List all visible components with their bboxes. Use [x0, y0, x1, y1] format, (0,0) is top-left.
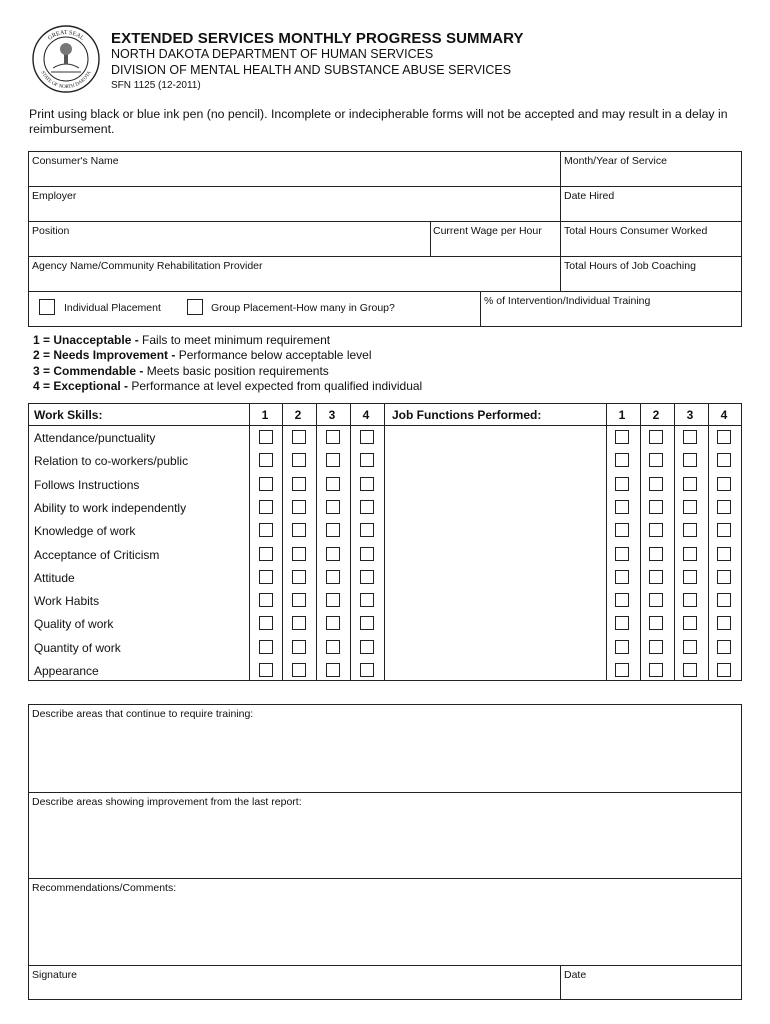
- job-function-rating-checkbox-3[interactable]: [683, 547, 697, 561]
- job-function-rating-checkbox-3[interactable]: [683, 477, 697, 491]
- skill-rating-checkbox-1[interactable]: [259, 593, 273, 607]
- job-function-field[interactable]: [388, 475, 602, 495]
- job-function-rating-checkbox-4[interactable]: [717, 523, 731, 537]
- job-function-rating-checkbox-2[interactable]: [649, 593, 663, 607]
- skill-rating-checkbox-3[interactable]: [326, 547, 340, 561]
- skill-rating-checkbox-2[interactable]: [292, 547, 306, 561]
- rating-column-header-right-4: 4: [720, 408, 728, 422]
- job-function-rating-checkbox-1[interactable]: [615, 430, 629, 444]
- job-function-field[interactable]: [388, 451, 602, 471]
- work-skill-label: Quality of work: [34, 617, 114, 632]
- skill-rating-checkbox-4[interactable]: [360, 663, 374, 677]
- svg-text:STATE OF NORTH DAKOTA: STATE OF NORTH DAKOTA: [39, 70, 93, 91]
- rating-column-header-right-1: 1: [618, 408, 626, 422]
- job-function-rating-checkbox-4[interactable]: [717, 640, 731, 654]
- job-function-rating-checkbox-1[interactable]: [615, 616, 629, 630]
- job-function-rating-checkbox-2[interactable]: [649, 570, 663, 584]
- rating-column-header-left-2: 2: [294, 408, 302, 422]
- skill-rating-checkbox-4[interactable]: [360, 593, 374, 607]
- instructions-text: Print using black or blue ink pen (no pencil). Incomplete or indecipherable forms will not be accepted and may result in a delay in reimbursement.: [29, 107, 728, 136]
- job-function-rating-checkbox-4[interactable]: [717, 500, 731, 514]
- job-function-rating-checkbox-1[interactable]: [615, 640, 629, 654]
- skill-rating-checkbox-4[interactable]: [360, 570, 374, 584]
- job-functions-header: Job Functions Performed:: [392, 408, 542, 422]
- job-function-rating-checkbox-1[interactable]: [615, 547, 629, 561]
- job-function-rating-checkbox-4[interactable]: [717, 616, 731, 630]
- skill-rating-checkbox-1[interactable]: [259, 547, 273, 561]
- job-function-rating-checkbox-3[interactable]: [683, 523, 697, 537]
- rating-column-header-left-1: 1: [261, 408, 269, 422]
- job-function-rating-checkbox-3[interactable]: [683, 430, 697, 444]
- date-field[interactable]: Date: [564, 969, 587, 981]
- work-skill-label: Attitude: [34, 570, 75, 585]
- skill-rating-checkbox-2[interactable]: [292, 593, 306, 607]
- job-function-field[interactable]: [388, 568, 602, 588]
- work-skill-label: Follows Instructions: [34, 477, 140, 492]
- group-placement-checkbox[interactable]: [187, 299, 203, 315]
- work-skill-label: Acceptance of Criticism: [34, 547, 160, 562]
- job-function-rating-checkbox-3[interactable]: [683, 640, 697, 654]
- job-function-rating-checkbox-1[interactable]: [615, 453, 629, 467]
- skill-rating-checkbox-3[interactable]: [326, 453, 340, 467]
- training-needs-field[interactable]: Describe areas that continue to require training:: [32, 708, 254, 720]
- skill-rating-checkbox-4[interactable]: [360, 640, 374, 654]
- individual-placement-label: Individual Placement: [64, 302, 161, 314]
- rating-legend: [33, 333, 422, 394]
- skill-rating-checkbox-3[interactable]: [326, 570, 340, 584]
- skill-rating-checkbox-1[interactable]: [259, 570, 273, 584]
- job-function-rating-checkbox-2[interactable]: [649, 430, 663, 444]
- skill-rating-checkbox-3[interactable]: [326, 593, 340, 607]
- job-function-rating-checkbox-4[interactable]: [717, 570, 731, 584]
- rating-column-header-left-4: 4: [362, 408, 370, 422]
- total-hours-coaching-field[interactable]: Total Hours of Job Coaching: [564, 260, 696, 272]
- job-function-rating-checkbox-3[interactable]: [683, 663, 697, 677]
- legend-item-3: 3 = Commendable - Meets basic position requirements: [33, 363, 329, 378]
- consumer-name-field[interactable]: Consumer's Name: [32, 155, 119, 167]
- rating-column-header-left-3: 3: [328, 408, 336, 422]
- individual-placement-checkbox[interactable]: [39, 299, 55, 315]
- job-function-rating-checkbox-3[interactable]: [683, 453, 697, 467]
- skill-rating-checkbox-3[interactable]: [326, 477, 340, 491]
- job-function-rating-checkbox-2[interactable]: [649, 640, 663, 654]
- job-function-rating-checkbox-4[interactable]: [717, 663, 731, 677]
- job-function-field[interactable]: [388, 428, 602, 448]
- job-function-rating-checkbox-1[interactable]: [615, 523, 629, 537]
- work-skill-label: Appearance: [34, 664, 99, 678]
- job-function-rating-checkbox-2[interactable]: [649, 547, 663, 561]
- work-skill-label: Quantity of work: [34, 640, 121, 655]
- job-function-rating-checkbox-1[interactable]: [615, 477, 629, 491]
- job-function-field[interactable]: [388, 638, 602, 658]
- skill-rating-checkbox-1[interactable]: [259, 523, 273, 537]
- job-function-rating-checkbox-4[interactable]: [717, 430, 731, 444]
- legend-item-1: 1 = Unacceptable - Fails to meet minimum requirement: [33, 333, 331, 347]
- rating-column-header-right-2: 2: [652, 408, 660, 422]
- job-function-rating-checkbox-2[interactable]: [649, 477, 663, 491]
- job-function-rating-checkbox-4[interactable]: [717, 593, 731, 607]
- skill-rating-checkbox-1[interactable]: [259, 640, 273, 654]
- skill-rating-checkbox-3[interactable]: [326, 640, 340, 654]
- skill-rating-checkbox-1[interactable]: [259, 477, 273, 491]
- month-year-field[interactable]: Month/Year of Service: [564, 155, 667, 167]
- svg-text:GREAT SEAL: GREAT SEAL: [47, 29, 85, 42]
- job-function-field[interactable]: [388, 498, 602, 518]
- skill-rating-checkbox-4[interactable]: [360, 547, 374, 561]
- skill-rating-checkbox-3[interactable]: [326, 616, 340, 630]
- legend-item-2: 2 = Needs Improvement - Performance below acceptable level: [33, 348, 372, 363]
- job-function-rating-checkbox-2[interactable]: [649, 500, 663, 514]
- skill-rating-checkbox-2[interactable]: [292, 430, 306, 444]
- improvement-field[interactable]: Describe areas showing improvement from the last report:: [32, 796, 302, 808]
- skill-rating-checkbox-3[interactable]: [326, 430, 340, 444]
- skill-rating-checkbox-4[interactable]: [360, 500, 374, 514]
- job-function-rating-checkbox-4[interactable]: [717, 547, 731, 561]
- job-function-rating-checkbox-2[interactable]: [649, 616, 663, 630]
- employer-field[interactable]: Employer: [32, 190, 77, 202]
- work-skill-label: Knowledge of work: [34, 524, 136, 539]
- job-function-rating-checkbox-1[interactable]: [615, 500, 629, 514]
- form-title: EXTENDED SERVICES MONTHLY PROGRESS SUMMARY: [111, 30, 524, 47]
- work-skills-header: Work Skills:: [34, 408, 103, 422]
- date-hired-field[interactable]: Date Hired: [564, 190, 615, 202]
- job-function-field[interactable]: [388, 661, 602, 681]
- group-placement-field[interactable]: Group Placement-How many in Group?: [211, 302, 395, 314]
- skill-rating-checkbox-2[interactable]: [292, 616, 306, 630]
- skill-rating-checkbox-4[interactable]: [360, 453, 374, 467]
- skill-rating-checkbox-3[interactable]: [326, 523, 340, 537]
- skill-rating-checkbox-2[interactable]: [292, 570, 306, 584]
- skill-rating-checkbox-4[interactable]: [360, 616, 374, 630]
- work-skill-label: Ability to work independently: [34, 500, 187, 515]
- skill-rating-checkbox-1[interactable]: [259, 500, 273, 514]
- job-function-field[interactable]: [388, 521, 602, 541]
- job-function-field[interactable]: [388, 614, 602, 634]
- skill-rating-checkbox-1[interactable]: [259, 430, 273, 444]
- work-skill-label: Relation to co-workers/public: [34, 454, 189, 469]
- skill-rating-checkbox-2[interactable]: [292, 640, 306, 654]
- work-skill-label: Attendance/punctuality: [34, 431, 156, 445]
- job-function-rating-checkbox-2[interactable]: [649, 523, 663, 537]
- skill-rating-checkbox-2[interactable]: [292, 453, 306, 467]
- rating-column-header-right-3: 3: [686, 408, 694, 422]
- form-number: SFN 1125 (12-2011): [111, 80, 201, 91]
- signature-field[interactable]: Signature: [32, 969, 77, 981]
- skill-rating-checkbox-2[interactable]: [292, 500, 306, 514]
- job-function-rating-checkbox-3[interactable]: [683, 570, 697, 584]
- skill-rating-checkbox-1[interactable]: [259, 663, 273, 677]
- position-field[interactable]: Position: [32, 225, 70, 237]
- current-wage-field[interactable]: Current Wage per Hour: [433, 225, 542, 237]
- agency-name-field[interactable]: Agency Name/Community Rehabilitation Provider: [32, 260, 263, 272]
- skill-rating-checkbox-4[interactable]: [360, 477, 374, 491]
- job-function-rating-checkbox-2[interactable]: [649, 453, 663, 467]
- skill-rating-checkbox-4[interactable]: [360, 430, 374, 444]
- division-name: DIVISION OF MENTAL HEALTH AND SUBSTANCE ABUSE SERVICES: [111, 63, 512, 77]
- skill-rating-checkbox-3[interactable]: [326, 663, 340, 677]
- skill-rating-checkbox-2[interactable]: [292, 477, 306, 491]
- job-function-rating-checkbox-3[interactable]: [683, 616, 697, 630]
- job-function-rating-checkbox-1[interactable]: [615, 570, 629, 584]
- state-seal-logo: [31, 24, 101, 94]
- work-skill-label: Work Habits: [34, 594, 100, 609]
- job-function-rating-checkbox-1[interactable]: [615, 593, 629, 607]
- job-function-rating-checkbox-1[interactable]: [615, 663, 629, 677]
- department-name: NORTH DAKOTA DEPARTMENT OF HUMAN SERVICES: [111, 47, 434, 61]
- job-function-field[interactable]: [388, 591, 602, 611]
- skill-rating-checkbox-1[interactable]: [259, 453, 273, 467]
- recommendations-field[interactable]: Recommendations/Comments:: [32, 882, 177, 894]
- job-function-rating-checkbox-2[interactable]: [649, 663, 663, 677]
- legend-item-4: 4 = Exceptional - Performance at level expected from qualified individual: [33, 378, 423, 393]
- skill-rating-checkbox-1[interactable]: [259, 616, 273, 630]
- job-function-rating-checkbox-3[interactable]: [683, 593, 697, 607]
- skill-rating-checkbox-4[interactable]: [360, 523, 374, 537]
- skill-rating-checkbox-2[interactable]: [292, 523, 306, 537]
- skill-rating-checkbox-3[interactable]: [326, 500, 340, 514]
- job-function-rating-checkbox-3[interactable]: [683, 500, 697, 514]
- total-hours-worked-field[interactable]: Total Hours Consumer Worked: [564, 225, 708, 237]
- job-function-field[interactable]: [388, 545, 602, 565]
- comments-section: [28, 704, 742, 1000]
- job-function-rating-checkbox-4[interactable]: [717, 453, 731, 467]
- skill-rating-checkbox-2[interactable]: [292, 663, 306, 677]
- job-function-rating-checkbox-4[interactable]: [717, 477, 731, 491]
- percent-intervention-field[interactable]: % of Intervention/Individual Training: [484, 295, 651, 307]
